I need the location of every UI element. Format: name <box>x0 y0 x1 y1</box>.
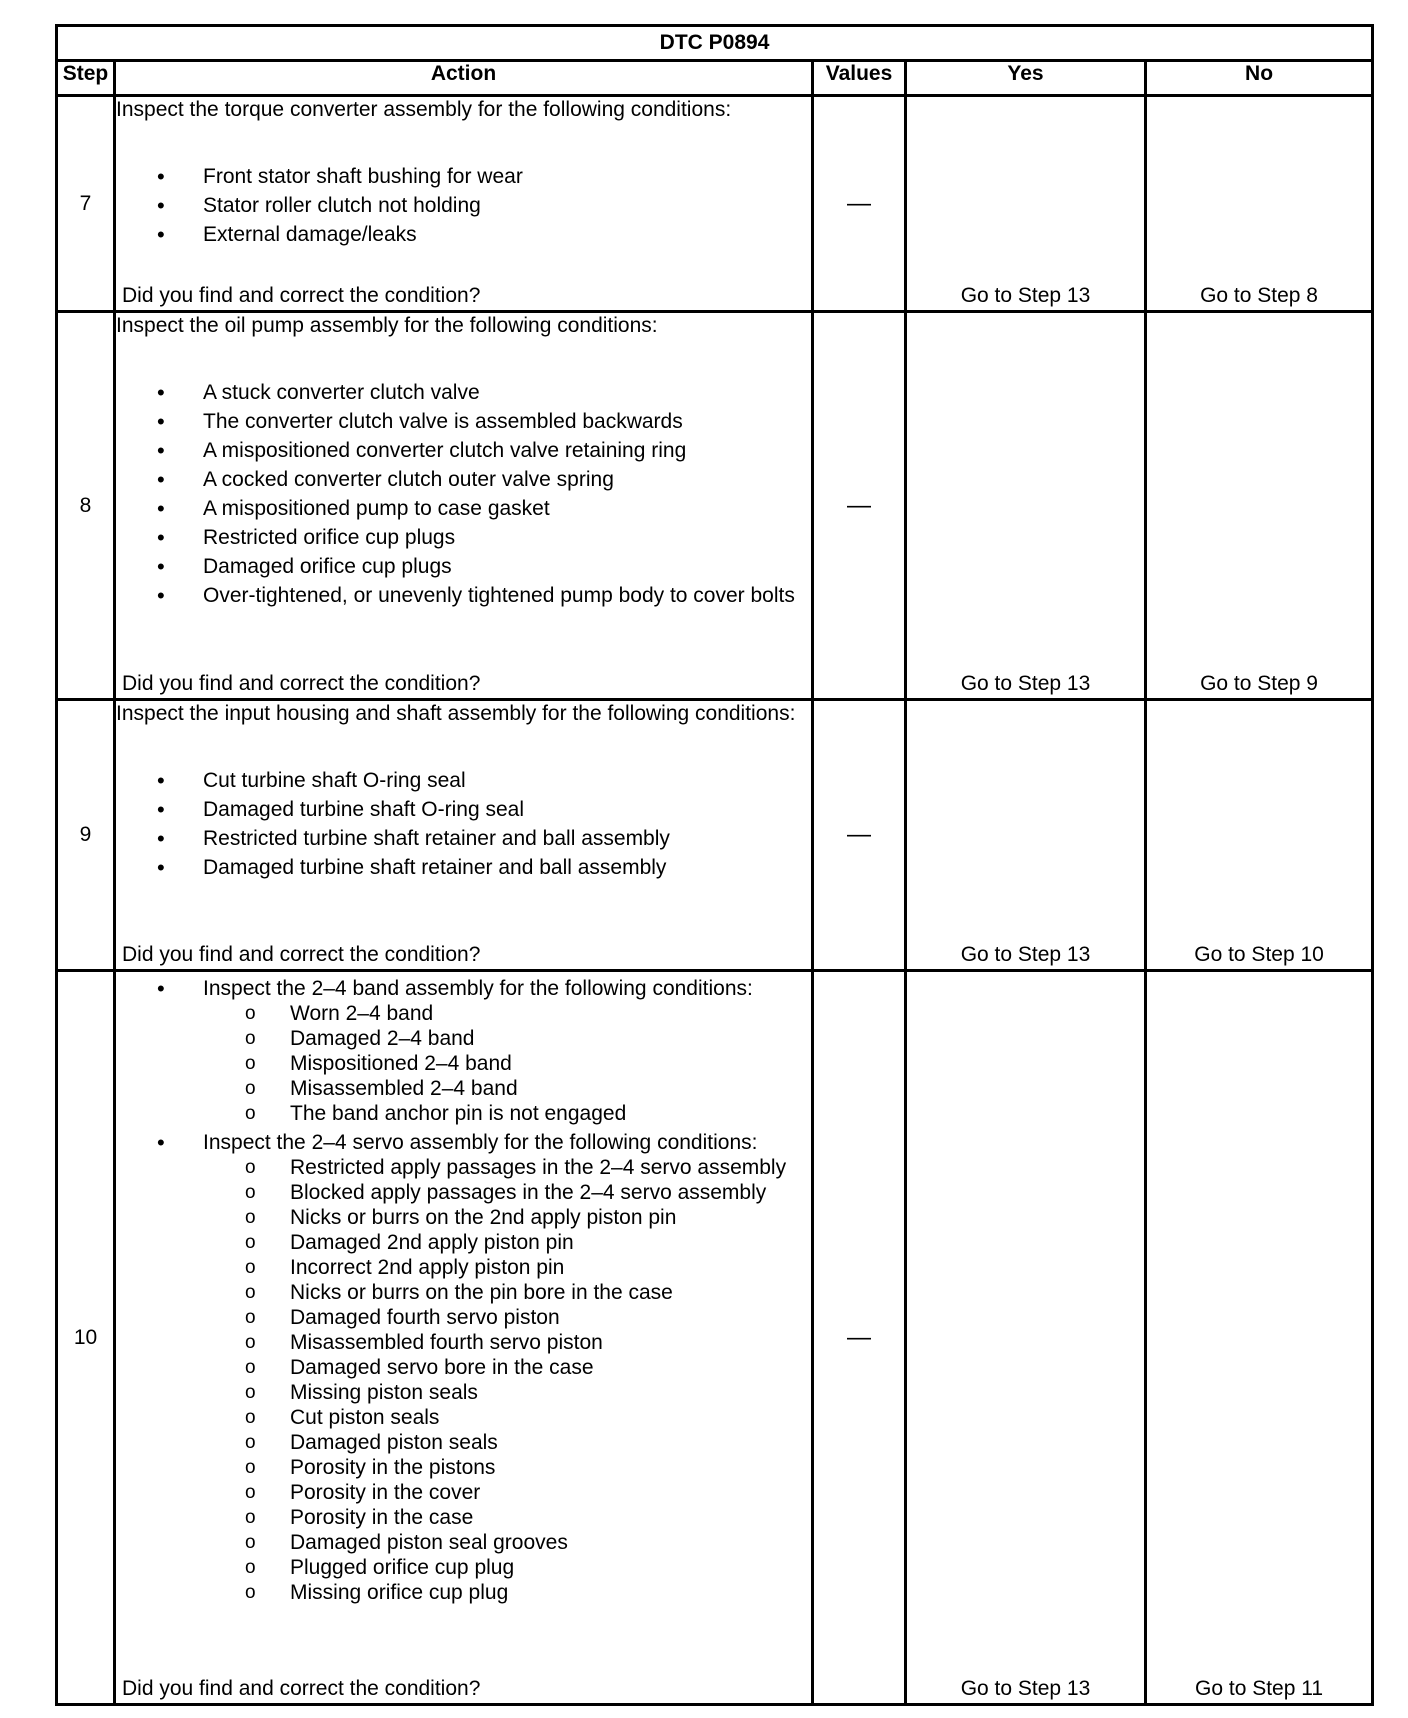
condition-list <box>116 768 811 880</box>
list-item: o Missing piston seals <box>203 1380 811 1405</box>
step-number: 7 <box>57 96 115 312</box>
list-item: • Damaged orifice cup plugs <box>116 554 811 579</box>
group-heading: Inspect the 2–4 band assembly for the following conditions: <box>203 977 753 1000</box>
yes-goto: Go to Step 13 <box>960 1677 1091 1700</box>
inspection-group-list <box>116 976 811 1605</box>
list-item: • Cut turbine shaft O-ring seal <box>116 768 811 793</box>
list-item: o Mispositioned 2–4 band <box>203 1051 811 1076</box>
list-item: • Front stator shaft bushing for wear <box>116 164 811 189</box>
group-heading: Inspect the 2–4 servo assembly for the following conditions: <box>203 1131 758 1154</box>
step-number: 9 <box>57 700 115 971</box>
list-item: o Porosity in the cover <box>203 1480 811 1505</box>
action-question: Did you find and correct the condition? <box>122 943 481 966</box>
list-item: o Missing orifice cup plug <box>203 1580 811 1605</box>
yes-cell <box>906 96 1146 312</box>
list-item: o Damaged 2–4 band <box>203 1026 811 1051</box>
sub-condition-list <box>203 1001 811 1126</box>
yes-goto: Go to Step 13 <box>960 672 1091 695</box>
list-item: • Restricted orifice cup plugs <box>116 525 811 550</box>
list-item: o Damaged servo bore in the case <box>203 1355 811 1380</box>
list-item: o Damaged piston seal grooves <box>203 1530 811 1555</box>
list-item: • A stuck converter clutch valve <box>116 380 811 405</box>
list-item: o Blocked apply passages in the 2–4 servo assembly <box>203 1180 811 1205</box>
header-row <box>57 61 1373 96</box>
list-item: o Plugged orifice cup plug <box>203 1555 811 1580</box>
action-intro: Inspect the torque converter assembly for the following conditions: <box>116 98 732 121</box>
list-item <box>116 976 811 1126</box>
list-item: • The converter clutch valve is assembled backwards <box>116 409 811 434</box>
list-item: o Misassembled fourth servo piston <box>203 1330 811 1355</box>
values-cell: — <box>813 700 906 971</box>
step-row-7 <box>57 96 1373 312</box>
diagnostic-table <box>55 24 1374 1706</box>
list-item: o Cut piston seals <box>203 1405 811 1430</box>
no-goto: Go to Step 8 <box>1200 284 1318 307</box>
no-cell <box>1146 312 1373 700</box>
no-cell <box>1146 96 1373 312</box>
list-item: • Damaged turbine shaft O-ring seal <box>116 797 811 822</box>
list-item: o Porosity in the pistons <box>203 1455 811 1480</box>
list-item <box>116 1130 811 1605</box>
yes-goto: Go to Step 13 <box>960 943 1091 966</box>
header-step: Step <box>57 61 115 96</box>
list-item: o Misassembled 2–4 band <box>203 1076 811 1101</box>
header-values: Values <box>813 61 906 96</box>
step-number: 8 <box>57 312 115 700</box>
action-question: Did you find and correct the condition? <box>122 284 481 307</box>
no-cell <box>1146 971 1373 1705</box>
action-cell <box>115 700 813 971</box>
header-yes: Yes <box>906 61 1146 96</box>
list-item: o Porosity in the case <box>203 1505 811 1530</box>
no-goto: Go to Step 10 <box>1194 943 1324 966</box>
action-cell <box>115 96 813 312</box>
step-row-8 <box>57 312 1373 700</box>
condition-list <box>116 164 811 247</box>
list-item: • A mispositioned pump to case gasket <box>116 496 811 521</box>
list-item: o Restricted apply passages in the 2–4 servo assembly <box>203 1155 811 1180</box>
list-item: o Damaged piston seals <box>203 1430 811 1455</box>
list-item: o The band anchor pin is not engaged <box>203 1101 811 1126</box>
yes-goto: Go to Step 13 <box>960 284 1091 307</box>
yes-cell <box>906 312 1146 700</box>
values-cell: — <box>813 96 906 312</box>
list-item: o Damaged fourth servo piston <box>203 1305 811 1330</box>
table-title: DTC P0894 <box>57 26 1373 61</box>
step-row-9 <box>57 700 1373 971</box>
list-item: • Stator roller clutch not holding <box>116 193 811 218</box>
list-item: o Incorrect 2nd apply piston pin <box>203 1255 811 1280</box>
yes-cell <box>906 700 1146 971</box>
action-intro: Inspect the oil pump assembly for the following conditions: <box>116 314 658 337</box>
header-no: No <box>1146 61 1373 96</box>
list-item: • Damaged turbine shaft retainer and ball assembly <box>116 855 811 880</box>
action-cell <box>115 971 813 1705</box>
list-item: • Restricted turbine shaft retainer and ball assembly <box>116 826 811 851</box>
header-action: Action <box>115 61 813 96</box>
condition-list <box>116 380 811 608</box>
action-cell <box>115 312 813 700</box>
list-item: o Nicks or burrs on the 2nd apply piston pin <box>203 1205 811 1230</box>
values-cell: — <box>813 971 906 1705</box>
list-item: • A cocked converter clutch outer valve spring <box>116 467 811 492</box>
yes-cell <box>906 971 1146 1705</box>
sub-condition-list <box>203 1155 811 1605</box>
list-item: • External damage/leaks <box>116 222 811 247</box>
no-goto: Go to Step 11 <box>1195 1677 1324 1700</box>
action-intro: Inspect the input housing and shaft assembly for the following conditions: <box>116 702 796 725</box>
no-cell <box>1146 700 1373 971</box>
list-item: o Damaged 2nd apply piston pin <box>203 1230 811 1255</box>
values-cell: — <box>813 312 906 700</box>
list-item: • Over-tightened, or unevenly tightened pump body to cover bolts <box>116 583 811 608</box>
action-question: Did you find and correct the condition? <box>122 672 481 695</box>
step-number: 10 <box>57 971 115 1705</box>
list-item: o Nicks or burrs on the pin bore in the case <box>203 1280 811 1305</box>
no-goto: Go to Step 9 <box>1200 672 1318 695</box>
action-question: Did you find and correct the condition? <box>122 1677 481 1700</box>
list-item: • A mispositioned converter clutch valve retaining ring <box>116 438 811 463</box>
list-item: o Worn 2–4 band <box>203 1001 811 1026</box>
step-row-10 <box>57 971 1373 1705</box>
